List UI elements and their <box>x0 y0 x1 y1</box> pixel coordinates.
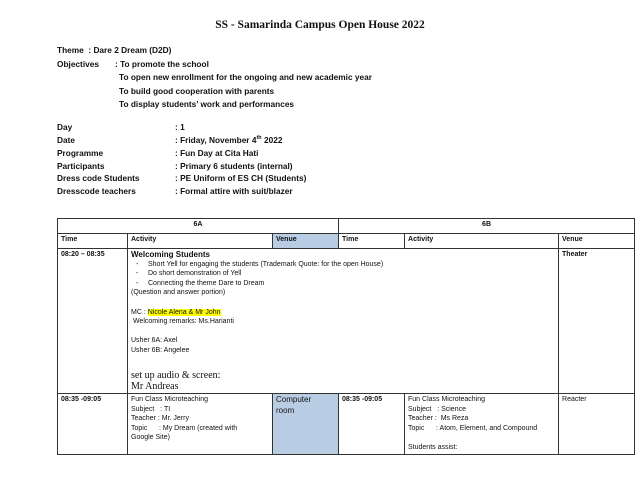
bullet-text: Short Yell for engaging the students (Trademark Quote: for the open House) <box>148 260 384 268</box>
table-row <box>58 249 635 394</box>
bullet-text: Do short demonstration of Yell <box>148 270 242 278</box>
time-cell-6a: 08:35 -09:05 <box>58 394 128 455</box>
activity-line: Topic : My Dream (created with <box>131 424 238 432</box>
group-6a-header: 6A <box>58 219 339 234</box>
bullet-item: - Connecting the theme Dare to Dream <box>136 279 265 287</box>
detail-row-date <box>57 134 457 147</box>
activity-line: Fun Class Microteaching <box>131 396 209 403</box>
detail-label: Day <box>57 122 73 132</box>
header-time-6b: Time <box>339 234 405 249</box>
detail-row-dress-teachers <box>57 185 457 198</box>
bullet-item: - Short Yell for engaging the students (Trademark Quote: for the open House) <box>136 260 384 268</box>
activity-line: Teacher : Ms Reza <box>408 415 469 423</box>
bullet-item: - Do short demonstration of Yell <box>136 270 242 278</box>
venue-text: room <box>276 405 295 415</box>
detail-row-dress-students <box>57 172 457 185</box>
date-year: 2022 <box>261 135 283 145</box>
detail-label: Participants <box>57 160 105 171</box>
detail-label: Dress code Students <box>57 173 140 183</box>
group-header-row <box>58 219 635 234</box>
activity-line: Teacher : Mr. Jerry <box>131 415 189 423</box>
usher-6a: Usher 6A: Axel <box>131 337 178 345</box>
date-ordinal: th <box>256 135 262 141</box>
header-activity-6b: Activity <box>405 234 559 249</box>
activity-cell-merged <box>128 249 559 394</box>
venue-cell: Theater <box>559 249 635 394</box>
time-cell-6b: 08:35 -09:05 <box>339 394 405 455</box>
welcoming-remarks: Welcoming remarks: Ms.Harianti <box>131 318 234 326</box>
activity-line: Fun Class Microteaching <box>408 396 486 403</box>
note-text: (Question and answer portion) <box>131 289 226 297</box>
header-venue-6b: Venue <box>559 234 635 249</box>
detail-value: : Formal attire with suit/blazer <box>175 185 293 196</box>
objective-item: : To promote the school <box>115 58 209 69</box>
students-assist: Students assist: <box>408 443 458 451</box>
objective-item: To build good cooperation with parents <box>119 85 275 96</box>
detail-label: Programme <box>57 148 104 158</box>
detail-value: : Primary 6 students (internal) <box>175 160 293 171</box>
detail-row-participants <box>57 160 457 173</box>
detail-value <box>175 134 282 147</box>
activity-cell-6a <box>128 394 273 455</box>
venue-cell-6b: Reacter <box>559 394 635 455</box>
activity-line: Subject : TI <box>131 405 171 413</box>
setup-note-line1: set up audio & screen: <box>131 369 221 381</box>
header-activity-6a: Activity <box>128 234 273 249</box>
objective-item: To display students’ work and performances <box>119 99 295 109</box>
theme-objectives-block <box>57 44 617 114</box>
header-venue-6a: Venue <box>273 234 339 249</box>
usher-6b: Usher 6B: Angelee <box>131 346 190 354</box>
theme-row <box>57 44 171 57</box>
venue-text: Computer <box>276 395 312 404</box>
venue-cell-6a <box>273 394 339 455</box>
header-time-6a: Time <box>58 234 128 249</box>
detail-value: : Fun Day at Cita Hati <box>175 148 259 158</box>
details-block <box>57 121 457 201</box>
document-title: SS - Samarinda Campus Open House 2022 <box>215 19 425 31</box>
mc-names-highlight: Nicole Alena & Mr John <box>147 308 221 316</box>
setup-note-line2: Mr Andreas <box>131 380 179 392</box>
activity-line: Subject : Science <box>408 405 466 413</box>
theme-label: Theme <box>57 45 84 55</box>
theme-value: : Dare 2 Dream (D2D) <box>88 45 172 55</box>
activity-cell-6b <box>405 394 559 455</box>
bullet-text: Connecting the theme Dare to Dream <box>148 279 265 287</box>
detail-row-day <box>57 121 457 134</box>
mc-line <box>131 308 555 318</box>
date-text: : Friday, November 4 <box>175 135 257 145</box>
column-header-row <box>58 234 635 249</box>
detail-label: Date <box>57 135 75 145</box>
group-6b-header: 6B <box>339 219 635 234</box>
detail-value: : PE Uniform of ES CH (Students) <box>175 173 307 183</box>
objectives-row <box>57 58 557 71</box>
table-row <box>58 394 635 455</box>
detail-label: Dresscode teachers <box>57 185 136 196</box>
objective-item: To open new enrollment for the ongoing and new academic year <box>119 72 372 82</box>
detail-row-programme <box>57 147 457 160</box>
time-cell: 08:20 – 08:35 <box>58 249 128 394</box>
activity-line: Google Site) <box>131 434 170 442</box>
detail-value: : 1 <box>175 122 185 132</box>
objectives-label: Objectives <box>57 58 99 69</box>
activity-title: Welcoming Students <box>131 250 210 259</box>
activity-line: Topic : Atom, Element, and Compound <box>408 424 538 432</box>
mc-label: MC : <box>131 308 148 316</box>
schedule-table <box>57 218 635 455</box>
